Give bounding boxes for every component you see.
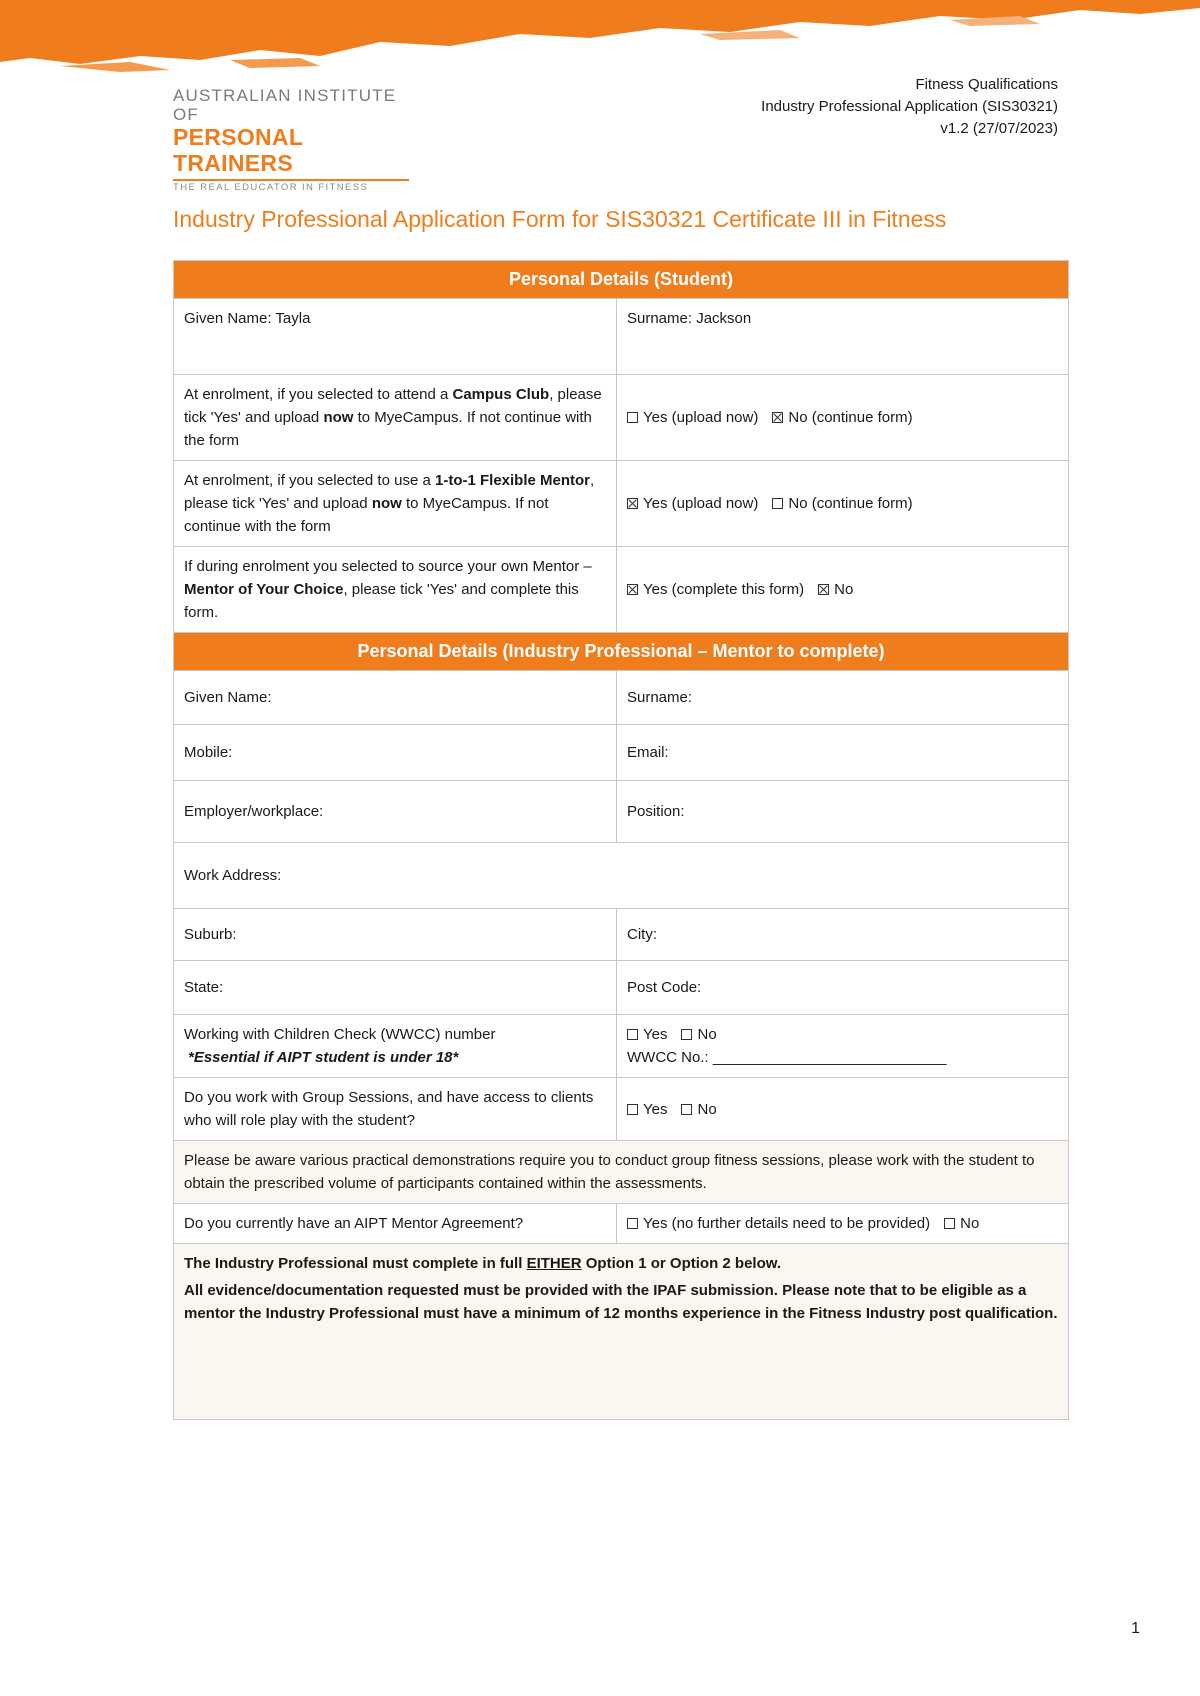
page-number: 1 — [1131, 1620, 1140, 1637]
wwcc-no-checkbox[interactable] — [681, 1029, 692, 1040]
logo-line-institute: AUSTRALIAN INSTITUTE OF — [173, 86, 397, 124]
student-given-name-field[interactable]: Given Name: Tayla — [174, 299, 617, 375]
section-heading-mentor: Personal Details (Industry Professional – Mentor to complete) — [174, 633, 1069, 671]
wwcc-number-field[interactable]: WWCC No.: ____________________________ — [627, 1049, 947, 1066]
mentor-post-code-field[interactable]: Post Code: — [617, 961, 1069, 1015]
flexible-mentor-question: At enrolment, if you selected to use a 1-to-1 Flexible Mentor, please tick 'Yes' and upload now to MyeCampus. If not continue with the form — [174, 461, 617, 547]
campus-club-options: Yes (upload now) No (continue form) — [617, 375, 1069, 461]
group-sessions-question: Do you work with Group Sessions, and have access to clients who will role play with the student? — [174, 1078, 617, 1141]
mentor-work-address-field[interactable]: Work Address: — [174, 843, 1069, 909]
mentor-given-name-field[interactable]: Given Name: — [174, 671, 617, 725]
campus-yes-checkbox[interactable] — [627, 412, 638, 423]
group-fitness-note: Please be aware various practical demonstrations require you to conduct group fitness sessions, please work with the student to obtain the prescribed volume of participants contained within the assessments. — [174, 1141, 1069, 1204]
aipt-logo — [173, 86, 413, 193]
logo-tagline: THE REAL EDUCATOR IN FITNESS — [173, 179, 409, 193]
group-yes-checkbox[interactable] — [627, 1104, 638, 1115]
mentor-surname-field[interactable]: Surname: — [617, 671, 1069, 725]
wwcc-options: Yes No WWCC No.: ____________________________ — [617, 1015, 1069, 1078]
orange-brush-banner — [0, 0, 1200, 80]
mentor-choice-question: If during enrolment you selected to source your own Mentor – Mentor of Your Choice, please tick 'Yes' and complete this form. — [174, 547, 617, 633]
campus-no-checkbox[interactable] — [772, 412, 783, 423]
mentor-agreement-options: Yes (no further details need to be provided) No — [617, 1204, 1069, 1244]
page-title: Industry Professional Application Form for SIS30321 Certificate III in Fitness — [173, 206, 947, 232]
mentor-mobile-field[interactable]: Mobile: — [174, 725, 617, 781]
choice-no-checkbox[interactable] — [818, 584, 829, 595]
mentor-employer-field[interactable]: Employer/workplace: — [174, 781, 617, 843]
agreement-no-checkbox[interactable] — [944, 1218, 955, 1229]
header-line-version: v1.2 (27/07/2023) — [940, 120, 1058, 137]
student-surname-field[interactable]: Surname: Jackson — [617, 299, 1069, 375]
mentor-email-field[interactable]: Email: — [617, 725, 1069, 781]
mentor-suburb-field[interactable]: Suburb: — [174, 909, 617, 961]
document-header-info — [761, 74, 1058, 140]
choice-yes-checkbox[interactable] — [627, 584, 638, 595]
group-no-checkbox[interactable] — [681, 1104, 692, 1115]
mentor-choice-options: Yes (complete this form) No — [617, 547, 1069, 633]
flexible-mentor-options: Yes (upload now) No (continue form) — [617, 461, 1069, 547]
logo-line-trainers: PERSONAL TRAINERS — [173, 124, 303, 176]
application-form-table — [173, 260, 1069, 1420]
mentor-state-field[interactable]: State: — [174, 961, 617, 1015]
header-line-qualification: Fitness Qualifications — [915, 76, 1058, 93]
mentor-agreement-question: Do you currently have an AIPT Mentor Agreement? — [174, 1204, 617, 1244]
header-line-application: Industry Professional Application (SIS30321) — [761, 98, 1058, 115]
wwcc-essential-note: *Essential if AIPT student is under 18* — [188, 1049, 459, 1066]
campus-club-question: At enrolment, if you selected to attend a Campus Club, please tick 'Yes' and upload now to MyeCampus. If not continue with the form — [174, 375, 617, 461]
mentor-city-field[interactable]: City: — [617, 909, 1069, 961]
flexible-no-checkbox[interactable] — [772, 498, 783, 509]
options-instructions-note: The Industry Professional must complete in full EITHER Option 1 or Option 2 below. All evidence/documentation requested must be provided with the IPAF submission. Please note that to be eligible as a mentor the Industry Professional must have a minimum of 12 months experience in the Fitness Industry post qualification. — [174, 1244, 1069, 1420]
wwcc-question: Working with Children Check (WWCC) number *Essential if AIPT student is under 18* — [174, 1015, 617, 1078]
section-heading-student: Personal Details (Student) — [174, 261, 1069, 299]
flexible-yes-checkbox[interactable] — [627, 498, 638, 509]
group-sessions-options: Yes No — [617, 1078, 1069, 1141]
agreement-yes-checkbox[interactable] — [627, 1218, 638, 1229]
wwcc-yes-checkbox[interactable] — [627, 1029, 638, 1040]
mentor-position-field[interactable]: Position: — [617, 781, 1069, 843]
